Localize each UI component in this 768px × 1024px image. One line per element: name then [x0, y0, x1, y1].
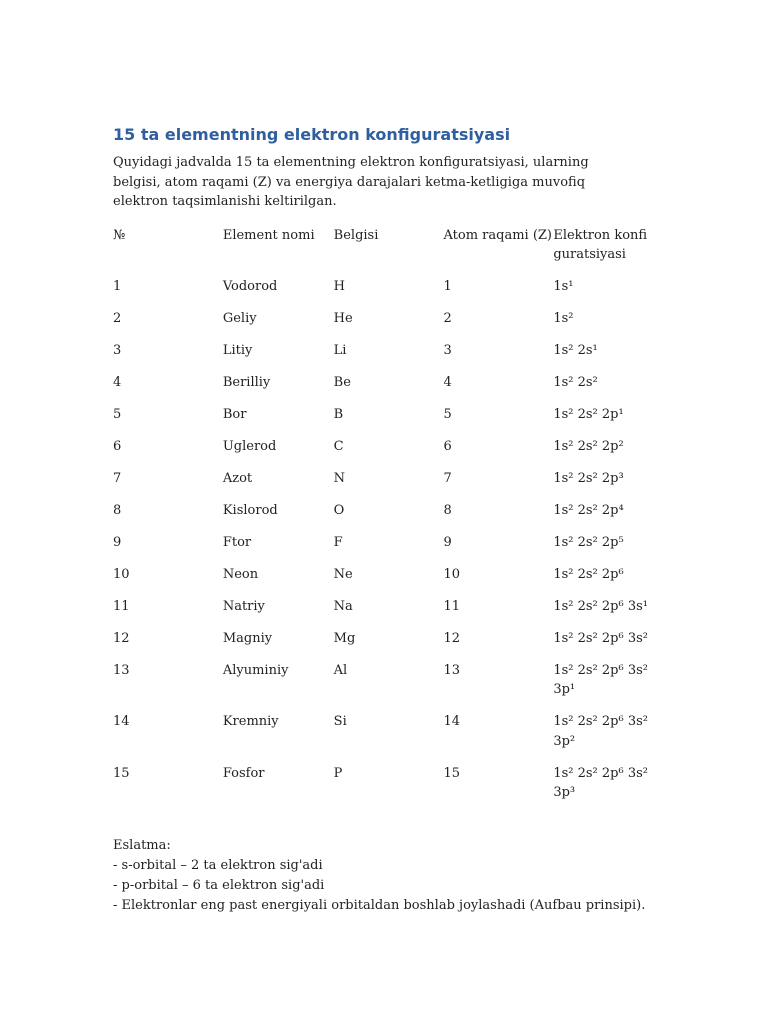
cell-symbol: F — [333, 534, 343, 550]
table-body — [113, 277, 653, 816]
cell-symbol: N — [333, 470, 346, 486]
cell-element-name: Geliy — [222, 310, 257, 326]
table-row — [113, 597, 653, 629]
header-atomic-number: Atom raqami (Z) — [443, 227, 553, 243]
cell-number: 10 — [113, 566, 130, 582]
cell-number: 7 — [113, 470, 122, 486]
cell-number: 15 — [113, 765, 130, 781]
intro-paragraph: Quyidagi jadvalda 15 ta elementning elektron konfiguratsiyasi, ularning belgisi, atom raqami (Z) va energiya darajalari ketma-ketligiga muvofiq elektron taqsimlanishi keltirilgan. — [113, 155, 589, 209]
table-row — [113, 437, 653, 469]
cell-atomic-number: 3 — [443, 342, 452, 358]
header-configuration: Elektron konfiguratsiyasi — [553, 227, 648, 262]
cell-configuration: 1s² 2s² 2p³ — [553, 470, 624, 486]
cell-number: 2 — [113, 310, 122, 326]
cell-element-name: Vodorod — [222, 278, 278, 294]
table-row — [113, 501, 653, 533]
cell-symbol: P — [333, 765, 343, 781]
cell-number: 13 — [113, 662, 130, 678]
cell-element-name: Neon — [222, 566, 259, 582]
table-row — [113, 565, 653, 597]
cell-element-name: Ftor — [222, 534, 252, 550]
cell-symbol: Be — [333, 374, 351, 390]
cell-element-name: Kislorod — [222, 502, 278, 518]
cell-symbol: He — [333, 310, 353, 326]
cell-number: 6 — [113, 438, 122, 454]
table-row — [113, 533, 653, 565]
cell-atomic-number: 7 — [443, 470, 452, 486]
cell-number: 5 — [113, 406, 122, 422]
cell-element-name: Kremniy — [222, 714, 279, 729]
cell-atomic-number: 15 — [443, 765, 461, 781]
cell-number: 14 — [113, 714, 130, 729]
cell-configuration: 1s² 2s² 2p⁶ 3s² — [553, 630, 648, 646]
table-row — [113, 629, 653, 661]
table-row — [113, 309, 653, 341]
cell-symbol: Ne — [333, 566, 353, 582]
cell-configuration: 1s² 2s² 2p⁴ — [553, 502, 624, 518]
note-line: - Elektronlar eng past energiyali orbitaldan boshlab joylashadi (Aufbau prinsipi). — [113, 898, 646, 913]
cell-element-name: Natriy — [222, 598, 265, 614]
cell-configuration: 1s² 2s² 2p⁶ 3s² 3p¹ — [553, 662, 648, 697]
cell-atomic-number: 6 — [443, 438, 452, 454]
cell-symbol: Mg — [333, 630, 356, 646]
cell-configuration: 1s² 2s² 2p⁶ 3s¹ — [553, 598, 648, 614]
cell-atomic-number: 10 — [443, 566, 461, 582]
table-row — [113, 341, 653, 373]
cell-configuration: 1s² 2s² 2p⁶ 3s² 3p³ — [553, 765, 648, 800]
cell-symbol: C — [333, 438, 344, 454]
cell-atomic-number: 12 — [443, 630, 461, 646]
cell-element-name: Azot — [222, 470, 253, 486]
table-row — [113, 469, 653, 501]
cell-number: 9 — [113, 534, 122, 550]
cell-configuration: 1s² 2s² 2p² — [553, 438, 624, 454]
table-row — [113, 373, 653, 405]
cell-element-name: Berilliy — [222, 374, 271, 390]
table-row — [113, 405, 653, 437]
cell-number: 4 — [113, 374, 122, 390]
cell-configuration: 1s² 2s² — [553, 374, 598, 390]
cell-number: 11 — [113, 598, 130, 614]
cell-configuration: 1s² 2s² 2p⁵ — [553, 534, 624, 550]
document-page — [113, 124, 653, 916]
cell-configuration: 1s² 2s¹ — [553, 342, 598, 358]
header-number: № — [113, 227, 126, 243]
table-header-row — [113, 226, 653, 277]
cell-number: 12 — [113, 630, 130, 646]
cell-atomic-number: 5 — [443, 406, 452, 422]
cell-symbol: Li — [333, 342, 347, 358]
cell-configuration: 1s² 2s² 2p⁶ — [553, 566, 624, 582]
cell-element-name: Fosfor — [222, 765, 265, 781]
note-section — [113, 836, 653, 916]
cell-element-name: Bor — [222, 406, 247, 422]
cell-symbol: Na — [333, 598, 353, 614]
cell-atomic-number: 11 — [443, 598, 461, 614]
cell-atomic-number: 13 — [443, 662, 461, 678]
cell-atomic-number: 14 — [443, 714, 461, 729]
cell-element-name: Uglerod — [222, 438, 277, 454]
table-row — [113, 712, 653, 764]
cell-number: 1 — [113, 278, 122, 294]
cell-number: 8 — [113, 502, 122, 518]
cell-number: 3 — [113, 342, 122, 358]
table-row — [113, 764, 653, 816]
note-line: - p-orbital – 6 ta elektron sig'adi — [113, 878, 325, 893]
cell-configuration: 1s² 2s² 2p¹ — [553, 406, 624, 422]
cell-atomic-number: 2 — [443, 310, 452, 326]
header-element-name: Element nomi — [222, 227, 315, 243]
cell-configuration: 1s¹ — [553, 278, 574, 294]
cell-atomic-number: 4 — [443, 374, 452, 390]
cell-symbol: O — [333, 502, 345, 518]
element-table — [113, 226, 653, 816]
cell-element-name: Alyuminiy — [222, 662, 289, 678]
cell-atomic-number: 8 — [443, 502, 452, 518]
note-heading: Eslatma: — [113, 838, 171, 853]
page-title: 15 ta elementning elektron konfiguratsiyasi — [113, 125, 511, 144]
cell-symbol: Al — [333, 662, 348, 678]
cell-atomic-number: 1 — [443, 278, 452, 294]
note-line: - s-orbital – 2 ta elektron sig'adi — [113, 858, 323, 873]
cell-element-name: Litiy — [222, 342, 253, 358]
cell-atomic-number: 9 — [443, 534, 452, 550]
cell-symbol: H — [333, 278, 346, 294]
cell-symbol: Si — [333, 714, 347, 729]
cell-symbol: B — [333, 406, 344, 422]
table-row — [113, 661, 653, 713]
header-symbol: Belgisi — [333, 227, 379, 243]
cell-configuration: 1s² 2s² 2p⁶ 3s² 3p² — [553, 714, 648, 749]
cell-element-name: Magniy — [222, 630, 273, 646]
cell-configuration: 1s² — [553, 310, 574, 326]
table-row — [113, 277, 653, 309]
